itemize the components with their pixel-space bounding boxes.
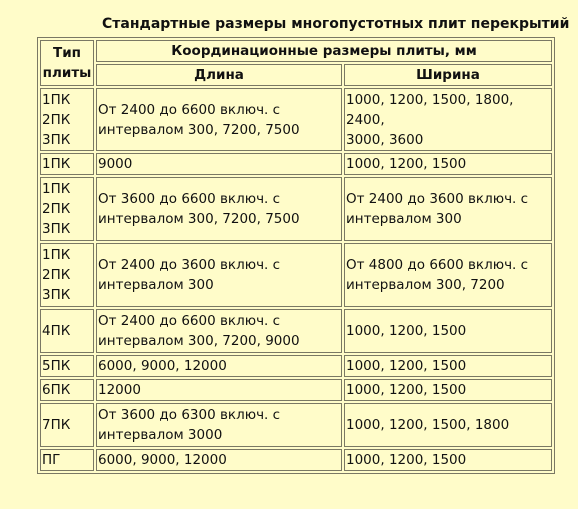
cell-line: 1000, 1200, 1500 [346, 382, 467, 398]
width-cell [344, 355, 552, 377]
length-cell [96, 309, 342, 353]
table-row [40, 177, 552, 241]
cell-line: интервалом 300, 7200 [346, 277, 505, 293]
cell-line: 1ПК [42, 156, 71, 172]
table-row [40, 355, 552, 377]
type-cell [40, 449, 94, 471]
width-cell [344, 88, 552, 151]
cell-line: 2ПК [42, 267, 71, 283]
cell-line: интервалом 300, 7200, 7500 [98, 121, 300, 138]
cell-line: 6000, 9000, 12000 [98, 452, 227, 468]
length-cell [96, 177, 342, 241]
slab-sizes-table [37, 37, 555, 474]
cell-line: интервалом 300 [98, 277, 214, 293]
type-cell [40, 403, 94, 447]
cell-line: 3ПК [42, 287, 71, 303]
cell-line: интервалом 300, 7200, 7500 [98, 211, 300, 227]
type-column-header [40, 40, 94, 86]
cell-line: От 4800 до 6600 включ. с [346, 257, 529, 273]
length-cell [96, 449, 342, 471]
table-row [40, 309, 552, 353]
type-header-line: Тип [53, 45, 81, 61]
cell-line: 3ПК [42, 221, 71, 237]
cell-line: 1ПК [42, 247, 71, 263]
length-cell [96, 153, 342, 175]
type-cell [40, 88, 94, 151]
width-cell [344, 309, 552, 353]
table-row [40, 379, 552, 401]
cell-line: 7ПК [42, 417, 71, 433]
cell-line: 1000, 1200, 1500, 1800 [346, 417, 510, 433]
cell-line: От 2400 до 3600 включ. с [98, 257, 281, 273]
width-cell [344, 243, 552, 307]
table-row [40, 153, 552, 175]
width-column-header: Ширина [344, 64, 552, 86]
width-cell [344, 177, 552, 241]
cell-line: 3ПК [42, 131, 71, 148]
cell-line: От 2400 до 6600 включ. с [98, 101, 281, 118]
cell-line: 3000, 3600 [346, 131, 424, 148]
cell-line: От 3600 до 6300 включ. с [98, 407, 281, 423]
type-header-line: плиты [42, 65, 92, 81]
table-row [40, 243, 552, 307]
table-row [40, 403, 552, 447]
length-column-header: Длина [96, 64, 342, 86]
table-row [40, 88, 552, 151]
table-row [40, 449, 552, 471]
type-cell [40, 177, 94, 241]
length-cell [96, 88, 342, 151]
cell-line: От 2400 до 3600 включ. с [346, 191, 529, 207]
cell-line: 2ПК [42, 111, 71, 128]
width-cell [344, 153, 552, 175]
cell-line: 5ПК [42, 358, 71, 374]
width-cell [344, 379, 552, 401]
cell-line: 6ПК [42, 382, 71, 398]
type-cell [40, 379, 94, 401]
cell-line: 1000, 1200, 1500 [346, 323, 467, 339]
cell-line: 1000, 1200, 1500 [346, 156, 467, 172]
cell-line: интервалом 3000 [98, 427, 223, 443]
cell-line: 1000, 1200, 1500, 1800, 2400, [346, 91, 514, 128]
cell-line: От 3600 до 6600 включ. с [98, 191, 281, 207]
cell-line: 1000, 1200, 1500 [346, 358, 467, 374]
type-cell [40, 153, 94, 175]
type-cell [40, 243, 94, 307]
cell-line: 12000 [98, 382, 141, 398]
cell-line: интервалом 300, 7200, 9000 [98, 333, 300, 349]
cell-line: 6000, 9000, 12000 [98, 358, 227, 374]
type-cell [40, 355, 94, 377]
cell-line: 1000, 1200, 1500 [346, 452, 467, 468]
coordination-sizes-header: Координационные размеры плиты, мм [96, 40, 552, 62]
cell-line: 4ПК [42, 323, 71, 339]
type-cell [40, 309, 94, 353]
width-cell [344, 449, 552, 471]
cell-line: 9000 [98, 156, 133, 172]
length-cell [96, 355, 342, 377]
table-caption: Стандартные размеры многопустотных плит перекрытий [102, 16, 570, 32]
width-cell [344, 403, 552, 447]
cell-line: интервалом 300 [346, 211, 462, 227]
cell-line: 2ПК [42, 201, 71, 217]
cell-line: ПГ [42, 452, 61, 468]
cell-line: 1ПК [42, 91, 71, 108]
length-cell [96, 243, 342, 307]
length-cell [96, 379, 342, 401]
cell-line: От 2400 до 6600 включ. с [98, 313, 281, 329]
cell-line: 1ПК [42, 181, 71, 197]
length-cell [96, 403, 342, 447]
